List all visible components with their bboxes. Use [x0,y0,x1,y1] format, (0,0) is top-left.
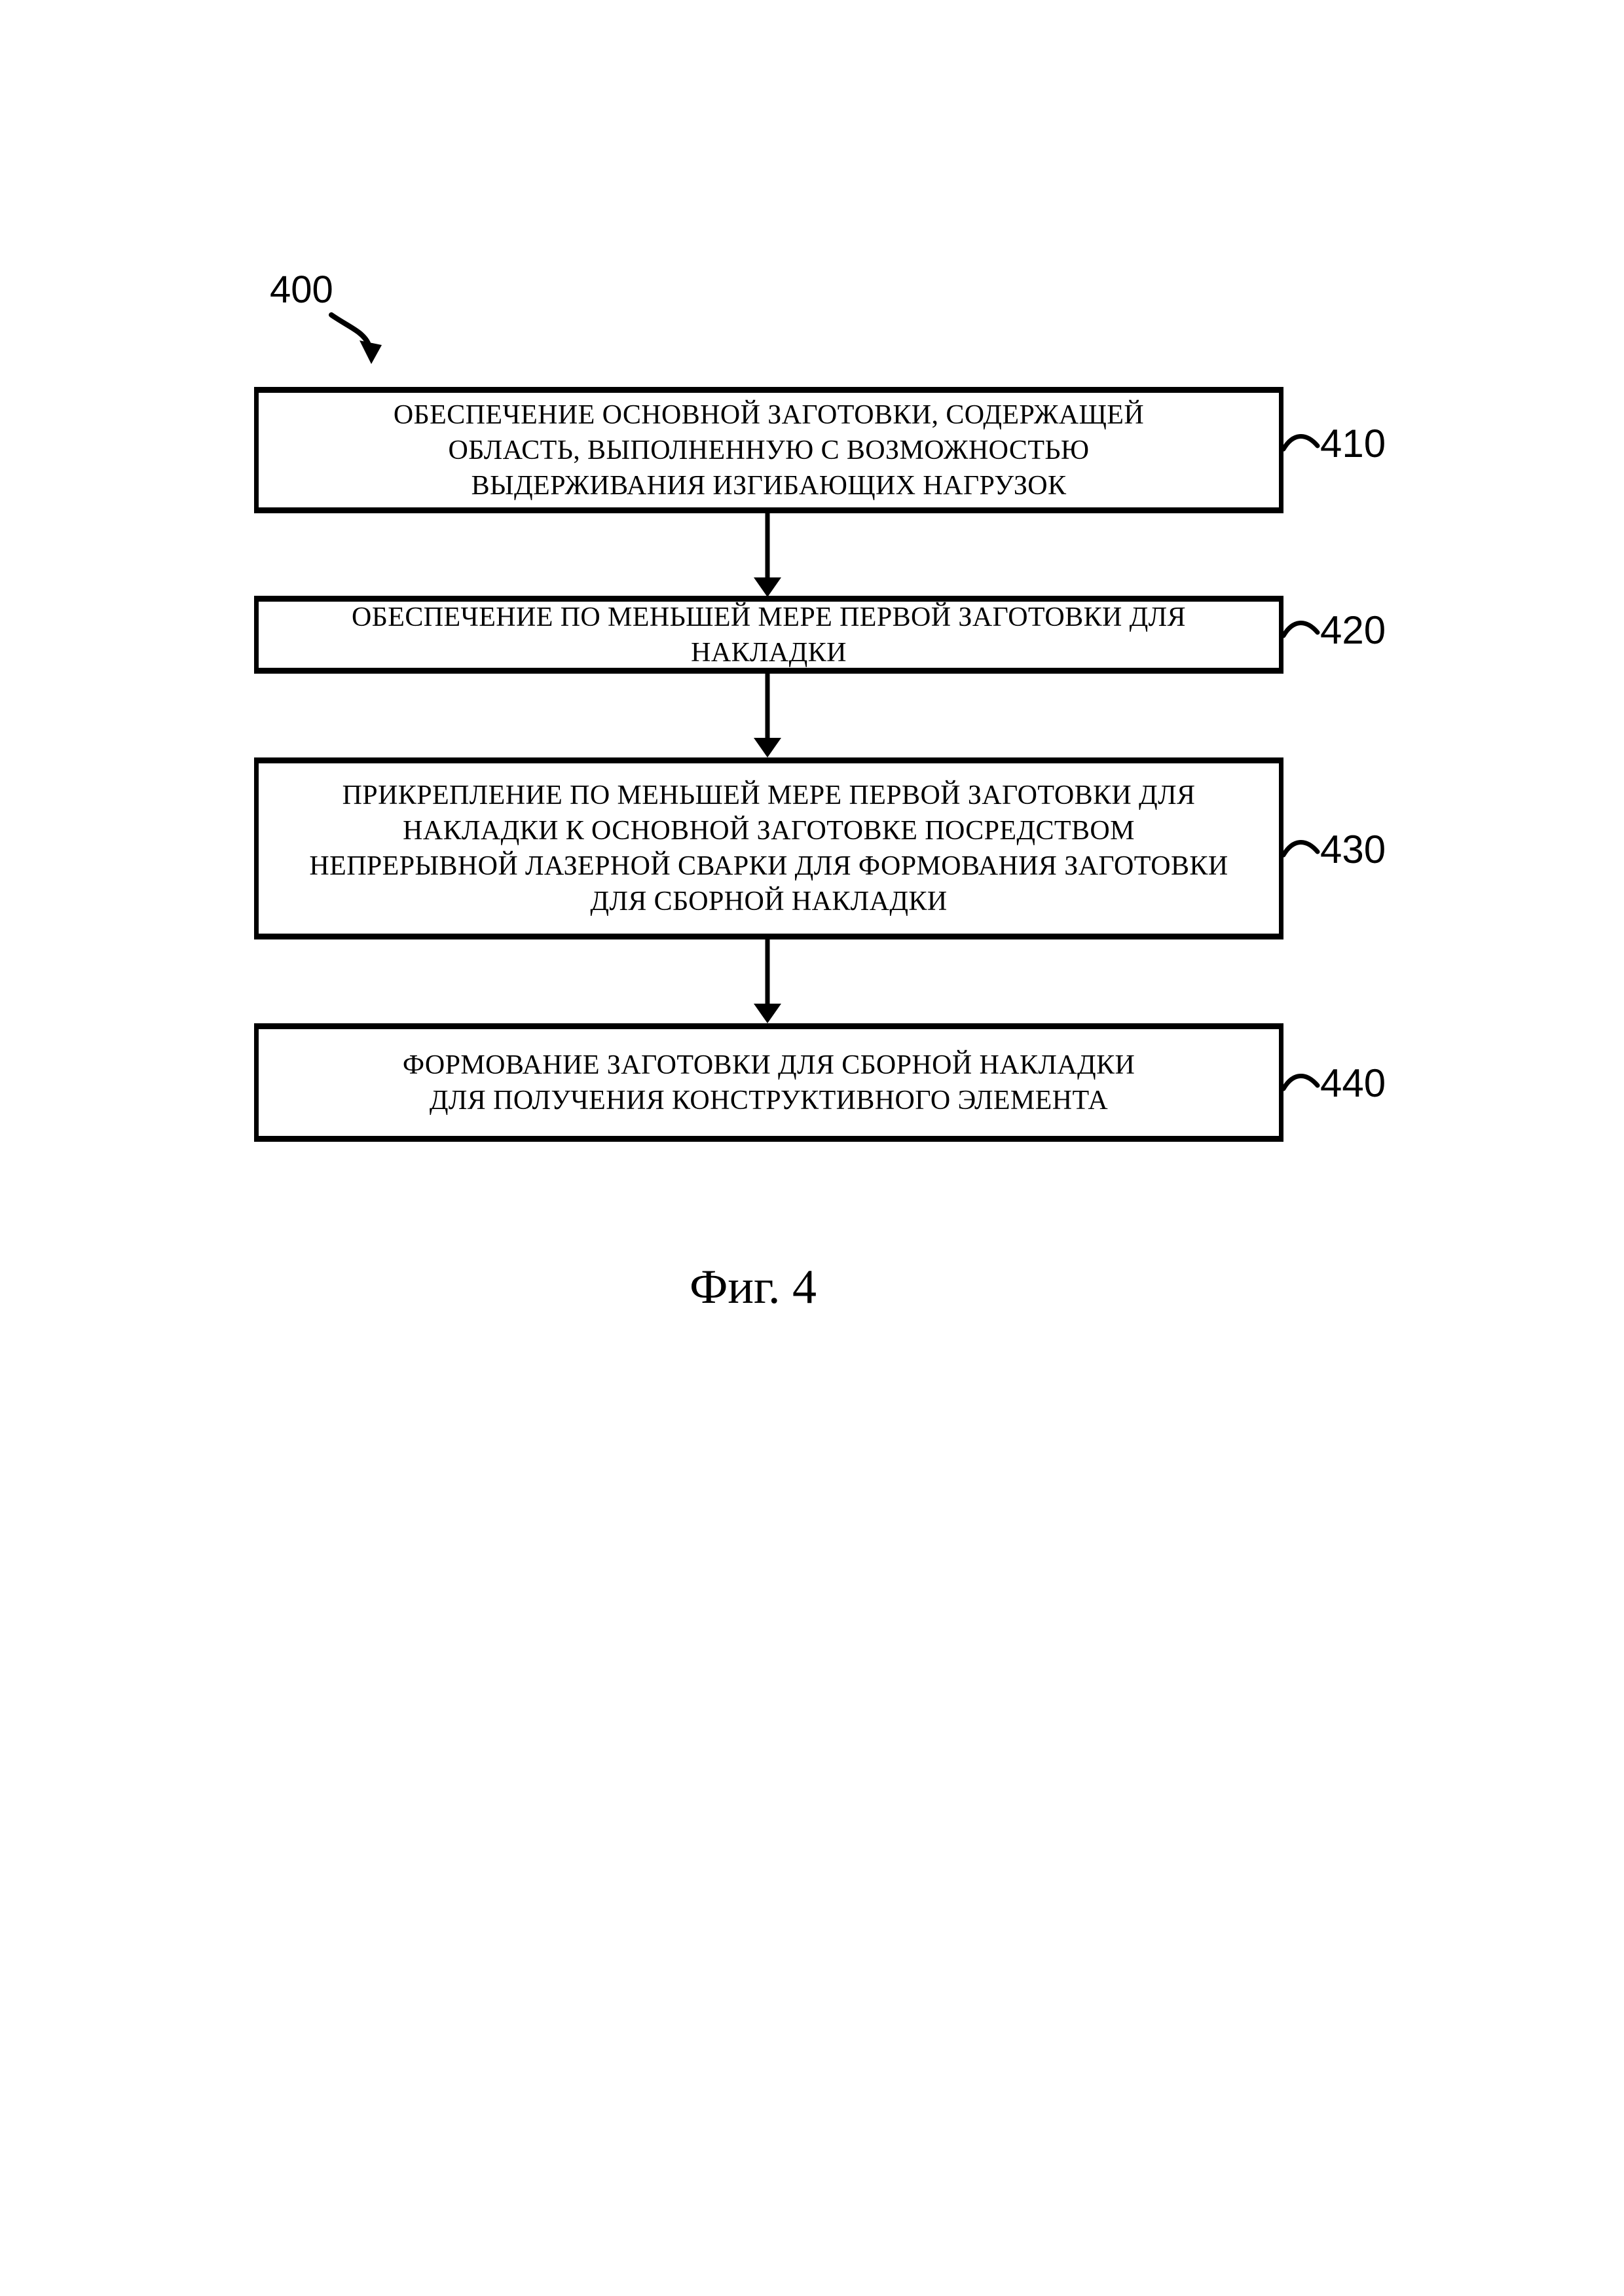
step-420-text [345,598,1192,672]
ref-connector-430 [1283,843,1318,855]
ref-label-440: 440 [1320,1061,1386,1105]
text-line: ОБЕСПЕЧЕНИЕ ПО МЕНЬШЕЙ МЕРЕ ПЕРВОЙ ЗАГОТОВКИ ДЛЯ [352,602,1186,632]
flow-arrow-1-head-icon [754,577,781,597]
text-line: НАКЛАДКИ К ОСНОВНОЙ ЗАГОТОВКЕ ПОСРЕДСТВОМ [403,816,1135,846]
text-line: ОБЛАСТЬ, ВЫПОЛНЕННУЮ С ВОЗМОЖНОСТЬЮ [448,435,1090,465]
step-440-text [396,1046,1141,1120]
flow-arrow-3-head-icon [754,1004,781,1023]
diagram-number-label: 400 [270,268,333,311]
step-box-410 [254,387,1283,513]
step-box-430 [254,757,1283,939]
text-line: ПРИКРЕПЛЕНИЕ ПО МЕНЬШЕЙ МЕРЕ ПЕРВОЙ ЗАГОТОВКИ ДЛЯ [342,780,1196,811]
text-line: ОБЕСПЕЧЕНИЕ ОСНОВНОЙ ЗАГОТОВКИ, СОДЕРЖАЩЕЙ [393,399,1145,430]
step-box-440 [254,1023,1283,1142]
text-line: ВЫДЕРЖИВАНИЯ ИЗГИБАЮЩИХ НАГРУЗОК [471,470,1067,501]
ref-connector-440 [1283,1076,1318,1089]
step-430-text [303,776,1234,920]
ref-label-430: 430 [1320,828,1386,871]
text-line: ДЛЯ СБОРНОЙ НАКЛАДКИ [590,886,948,917]
flow-arrow-2-head-icon [754,738,781,757]
text-line: ДЛЯ ПОЛУЧЕНИЯ КОНСТРУКТИВНОГО ЭЛЕМЕНТА [429,1085,1109,1116]
ref-label-410: 410 [1320,422,1386,465]
step-box-420 [254,596,1283,674]
label-400-arrowhead-icon [360,340,382,364]
ref-label-420: 420 [1320,608,1386,652]
step-410-text [387,396,1151,505]
label-400-leader-arrow [331,315,368,343]
text-line: НЕПРЕРЫВНОЙ ЛАЗЕРНОЙ СВАРКИ ДЛЯ ФОРМОВАНИЯ ЗАГОТОВКИ [309,851,1228,881]
figure-caption: Фиг. 4 [689,1260,817,1314]
ref-connector-420 [1283,623,1318,636]
text-line: ФОРМОВАНИЕ ЗАГОТОВКИ ДЛЯ СБОРНОЙ НАКЛАДКИ [402,1049,1135,1080]
text-line: НАКЛАДКИ [691,637,847,668]
ref-connector-410 [1283,437,1318,449]
